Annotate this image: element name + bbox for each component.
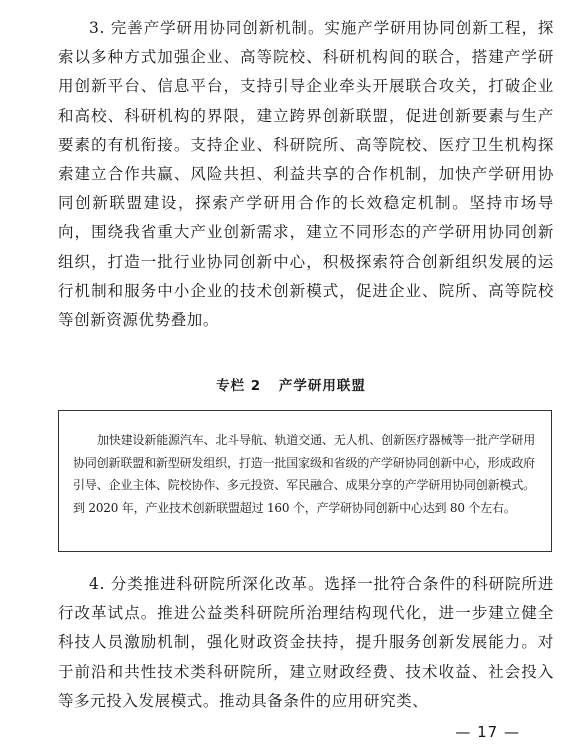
box-body: 加快建设新能源汽车、北斗导航、轨道交通、无人机、创新医疗器械等一批产学研用协同创新联盟和新型研发组织，打造一批国家级和省级的产学研协同创新中心，形成政府引导、企业主体、院校协作、多元投资、军民融合、成果分享的产学研用协同创新模式。到 2020 年，产业技术创新联盟超过 160 个，产学研协同创新中心达到 80 个左右。 xyxy=(73,433,535,515)
box-label: 专栏 2 xyxy=(216,378,262,394)
box-heading xyxy=(0,374,582,394)
page-number: — 17 — xyxy=(455,723,520,741)
paragraph-3: 3. 完善产学研用协同创新机制。实施产学研用协同创新工程，探索以多种方式加强企业、高等院校、科研机构间的联合，搭建产学研用创新平台、信息平台，支持引导企业牵头开展联合攻关，打破企业和高校、科研机构的界限，建立跨界创新联盟，促进创新要素与生产要素的有机衔接。支持企业、科研院所、高等院校、医疗卫生机构探索建立合作共赢、风险共担、利益共享的合作机制，加快产学研用协同创新联盟建设，探索产学研用合作的长效稳定机制。坚持市场导向，围绕我省重大产业创新需求，建立不同形态的产学研用协同创新组织，打造一批行业协同创新中心，积极探索符合创新组织发展的运行机制和服务中小企业的技术创新模式，促进企业、院所、高等院校等创新资源优势叠加。 xyxy=(58,19,554,330)
paragraph-4: 4. 分类推进科研院所深化改革。选择一批符合条件的科研院所进行改革试点。推进公益类科研院所治理结构现代化，进一步建立健全科技人员激励机制，强化财政资金扶持，提升服务创新发展能力。对于前沿和共性技术类科研院所，建立财政经费、技术收益、社会投入等多元投入发展模式。推动具备条件的应用研究类、 xyxy=(58,575,554,710)
box-title: 产学研用联盟 xyxy=(278,378,366,394)
sidebar-box xyxy=(58,410,552,552)
